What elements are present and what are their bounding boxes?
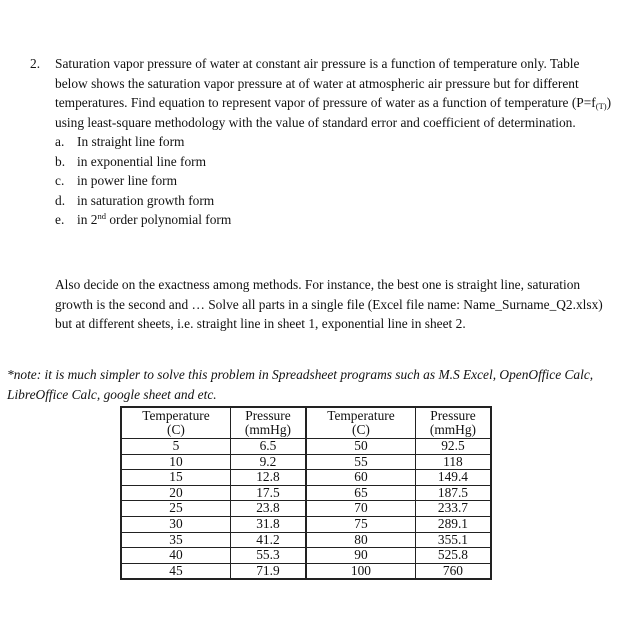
option-d: d. in saturation growth form: [55, 192, 215, 208]
table-cell: 40: [121, 548, 230, 564]
question-body: [55, 54, 614, 230]
option-b: b. in exponential line form: [55, 153, 207, 169]
table-row: [121, 501, 491, 517]
table-cell: 55.3: [230, 548, 306, 564]
header-pressure-2: Pressure (mmHg): [415, 407, 491, 439]
question-number: 2.: [30, 56, 41, 71]
table-row: [121, 439, 491, 455]
table-cell: 17.5: [230, 485, 306, 501]
table-cell: 9.2: [230, 454, 306, 470]
table-row: [121, 485, 491, 501]
table-cell: 525.8: [415, 548, 491, 564]
table-row: [121, 470, 491, 486]
header-temperature-1: Temperature (C): [121, 407, 230, 439]
note-text: *note: it is much simpler to solve this problem in Spreadsheet programs such as M.S Excel, OpenOffice Calc, LibreOffice Calc, google sheet and etc.: [7, 367, 594, 402]
header-pressure-1: Pressure (mmHg): [230, 407, 306, 439]
table-cell: 6.5: [230, 439, 306, 455]
table-cell: 233.7: [415, 501, 491, 517]
option-a: a. In straight line form: [55, 134, 185, 149]
table-cell: 45: [121, 563, 230, 579]
table-cell: 60: [306, 470, 415, 486]
table-cell: 55: [306, 454, 415, 470]
pressure-table: [120, 406, 492, 580]
table-cell: 118: [415, 454, 491, 470]
table-cell: 80: [306, 532, 415, 548]
table-header-row: [121, 407, 491, 439]
table-cell: 187.5: [415, 485, 491, 501]
table-cell: 70: [306, 501, 415, 517]
table-row: [121, 548, 491, 564]
table-row: [121, 563, 491, 579]
table-cell: 25: [121, 501, 230, 517]
table-body: [121, 439, 491, 580]
question-intro: Saturation vapor pressure of water at constant air pressure is a function of temperature only. Table below shows the saturation vapor pressure at of water at atmospheric air pressure but for different temperatures. Find equation to represent vapor of pressure of water as a function of temperature $(P=f_{(T)})$ using least-square methodology with the value of standard error and coefficient of determination.: [55, 56, 612, 130]
table-cell: 50: [306, 439, 415, 455]
option-e: e. in 2nd order polynomial form: [55, 211, 232, 227]
table-cell: 90: [306, 548, 415, 564]
table-cell: 5: [121, 439, 230, 455]
table-cell: 760: [415, 563, 491, 579]
table-cell: 20: [121, 485, 230, 501]
table-cell: 65: [306, 485, 415, 501]
decide-paragraph: Also decide on the exactness among methods. For instance, the best one is straight line, saturation growth is the second and … Solve all parts in a single file (Excel file name: Name_Surname_Q2.xlsx) but at different sheets, i.e. straight line in sheet 1, exponential line in sheet 2.: [55, 277, 603, 332]
table-cell: 35: [121, 532, 230, 548]
table-row: [121, 516, 491, 532]
table-cell: 12.8: [230, 470, 306, 486]
options-list: [55, 132, 614, 230]
table-cell: 10: [121, 454, 230, 470]
table-row: [121, 532, 491, 548]
table-cell: 75: [306, 516, 415, 532]
table-cell: 149.4: [415, 470, 491, 486]
option-c: c. in power line form: [55, 173, 178, 188]
table-row: [121, 454, 491, 470]
table-cell: 23.8: [230, 501, 306, 517]
table-cell: 355.1: [415, 532, 491, 548]
table-cell: 71.9: [230, 563, 306, 579]
table-cell: 41.2: [230, 532, 306, 548]
function-subscript: (T): [595, 101, 607, 111]
table-cell: 100: [306, 563, 415, 579]
table-cell: 289.1: [415, 516, 491, 532]
table-cell: 31.8: [230, 516, 306, 532]
table-cell: 92.5: [415, 439, 491, 455]
table-cell: 15: [121, 470, 230, 486]
question-2: [30, 54, 614, 230]
header-temperature-2: Temperature (C): [306, 407, 415, 439]
table-cell: 30: [121, 516, 230, 532]
